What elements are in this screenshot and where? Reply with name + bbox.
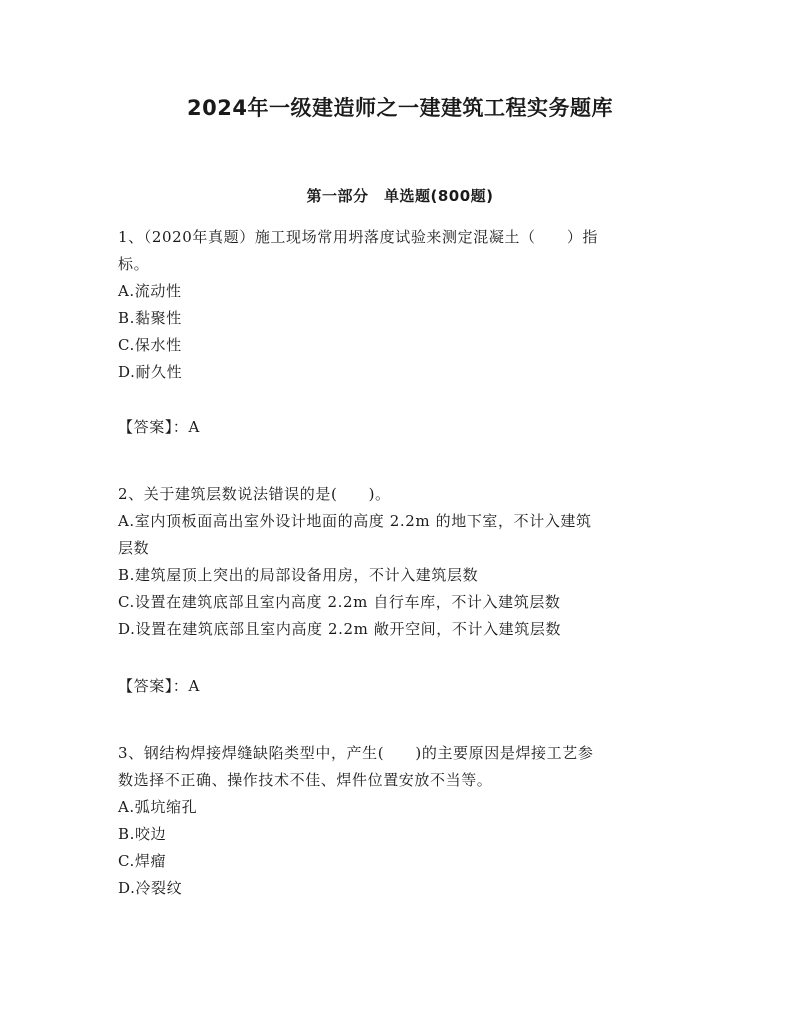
question-3-option-a: A.弧坑缩孔 <box>118 798 198 816</box>
question-3-option-c: C.焊瘤 <box>118 852 167 870</box>
question-2-option-d: D.设置在建筑底部且室内高度 2.2m 敞开空间，不计入建筑层数 <box>118 620 562 638</box>
question-1-stem-line-1: 1、（2020年真题）施工现场常用坍落度试验来测定混凝土（ ）指 <box>118 228 599 246</box>
question-3-option-d: D.冷裂纹 <box>118 879 183 897</box>
question-2-answer: 【答案】：A <box>118 677 200 695</box>
question-2-option-b: B.建筑屋顶上突出的局部设备用房，不计入建筑层数 <box>118 566 479 584</box>
question-1-option-a: A.流动性 <box>118 282 182 300</box>
question-2-option-a-line-1: A.室内顶板面高出室外设计地面的高度 2.2m 的地下室，不计入建筑 <box>118 512 592 530</box>
question-2-option-c: C.设置在建筑底部且室内高度 2.2m 自行车库，不计入建筑层数 <box>118 593 561 611</box>
question-3-option-b: B.咬边 <box>118 825 167 843</box>
question-2-option-a-line-2: 层数 <box>118 539 150 557</box>
question-1-option-b: B.黏聚性 <box>118 309 182 327</box>
question-1-answer: 【答案】：A <box>118 418 200 436</box>
document-title: 2024年一级建造师之一建建筑工程实务题库 <box>187 96 613 120</box>
question-3-stem-line-1: 3、钢结构焊接焊缝缺陷类型中，产生( )的主要原因是焊接工艺参 <box>118 744 594 762</box>
question-1-stem-line-2: 标。 <box>118 255 150 273</box>
question-1-option-c: C.保水性 <box>118 336 182 354</box>
question-3-stem-line-2: 数选择不正确、操作技术不佳、焊件位置安放不当等。 <box>118 771 493 789</box>
section-heading: 第一部分 单选题(800题) <box>306 187 494 205</box>
question-1-option-d: D.耐久性 <box>118 363 183 381</box>
question-2-stem-line-1: 2、关于建筑层数说法错误的是( )。 <box>118 485 391 503</box>
